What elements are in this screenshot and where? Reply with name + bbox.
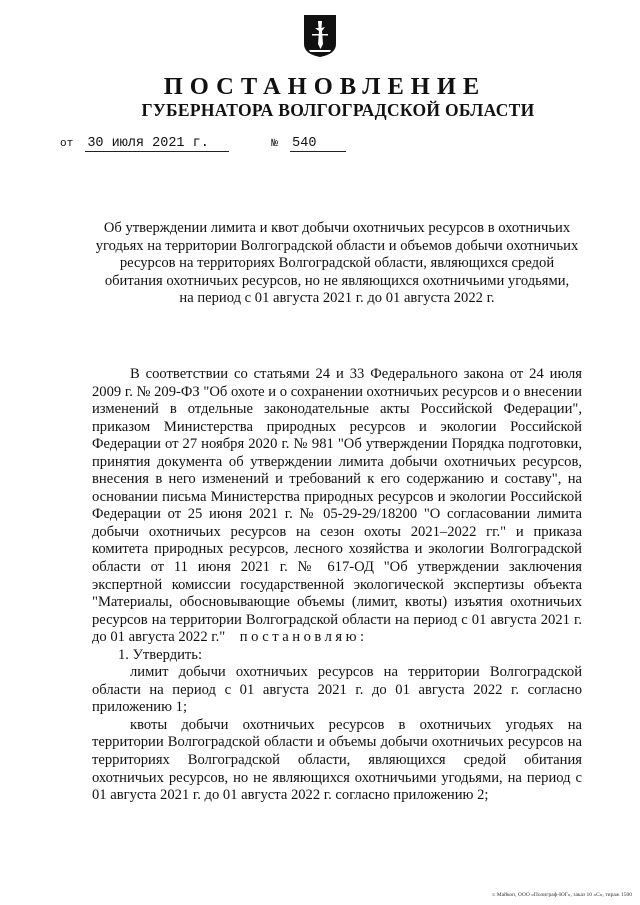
print-info: г. Майкоп, ООО «Полиграф-ЮГ», заказ 10 «С», тираж 1500 [492,892,632,898]
preamble-paragraph [92,366,582,647]
coat-of-arms-icon [303,14,337,58]
subject-line: обитания охотничьих ресурсов, но не являющихся охотничьими угодьями, [104,272,570,289]
document-number: 540 [290,136,346,152]
document-body [92,366,582,805]
number-prefix: № [271,138,279,150]
subject-line: угодьях на территории Волгоградской области и объемов добычи охотничьих [95,237,579,254]
date-number-line [60,136,346,156]
decree-word: постановляю: [239,629,368,646]
document-type-heading: ПОСТАНОВЛЕНИЕ [163,73,487,100]
subject-line: ресурсов на территориях Волгоградской области, являющихся средой [119,255,555,272]
item-1-heading: 1. Утвердить: [118,646,203,663]
item-1-subitem-limit: лимит добычи охотничьих ресурсов на территории Волгоградской области на период с 01 августа 2021 г. до 01 августа 2022 г. согласно приложению 1; [92,664,582,716]
subject-line: Об утверждении лимита и квот добычи охотничьих ресурсов в охотничьих [103,220,571,236]
document-subject [92,220,582,308]
item-1-subitem-quotas: квоты добычи охотничьих ресурсов в охотничьих угодьях на территории Волгоградской области и объемы добычи охотничьих ресурсов на территориях Волгоградской области, являющихся средой обитания охотничьих ресурсов, но не являющихся охотничьими угодьями, на период с 01 августа 2021 г. до 01 августа 2022 г. согласно приложению 2; [92,716,582,804]
subject-line: на период с 01 августа 2021 г. до 01 августа 2022 г. [179,290,495,307]
issuer-heading: ГУБЕРНАТОРА ВОЛГОГРАДСКОЙ ОБЛАСТИ [141,100,535,120]
document-date: 30 июля 2021 г. [85,136,229,152]
preamble-text: В соответствии со статьями 24 и 33 Федерального закона от 24 июля 2009 г. № 209-ФЗ "Об охоте и о сохранении охотничьих ресурсов и о внесении изменений в отдельные законодательные акты Российской Федерации", приказом Министерства природных ресурсов и экологии Российской Федерации от 27 ноября 2020 г. № 981 "Об утверждении Порядка подготовки, принятия документа об утверждении лимита добычи охотничьих ресурсов, внесения в него изменений и требований к его содержанию и составу", на основании письма Министерства природных ресурсов и экологии Российской Федерации от 25 июня 2021 г. № 05-29-29/18200 "О согласовании лимита добычи охотничьих ресурсов на сезон охоты 2021–2022 гг." и приказа комитета природных ресурсов, лесного хозяйства и экологии Волгоградской области от 11 июня 2021 г. № 617-ОД "Об утверждении заключения экспертной комиссии государственной экологической экспертизы объекта "Материалы, обосновывающие объемы (лимит, квоты) изъятия охотничьих ресурсов на территории Волгоградской области на период с 01 августа 2021 г. до 01 августа 2022 г." [92,366,582,646]
date-prefix: от [60,138,74,150]
